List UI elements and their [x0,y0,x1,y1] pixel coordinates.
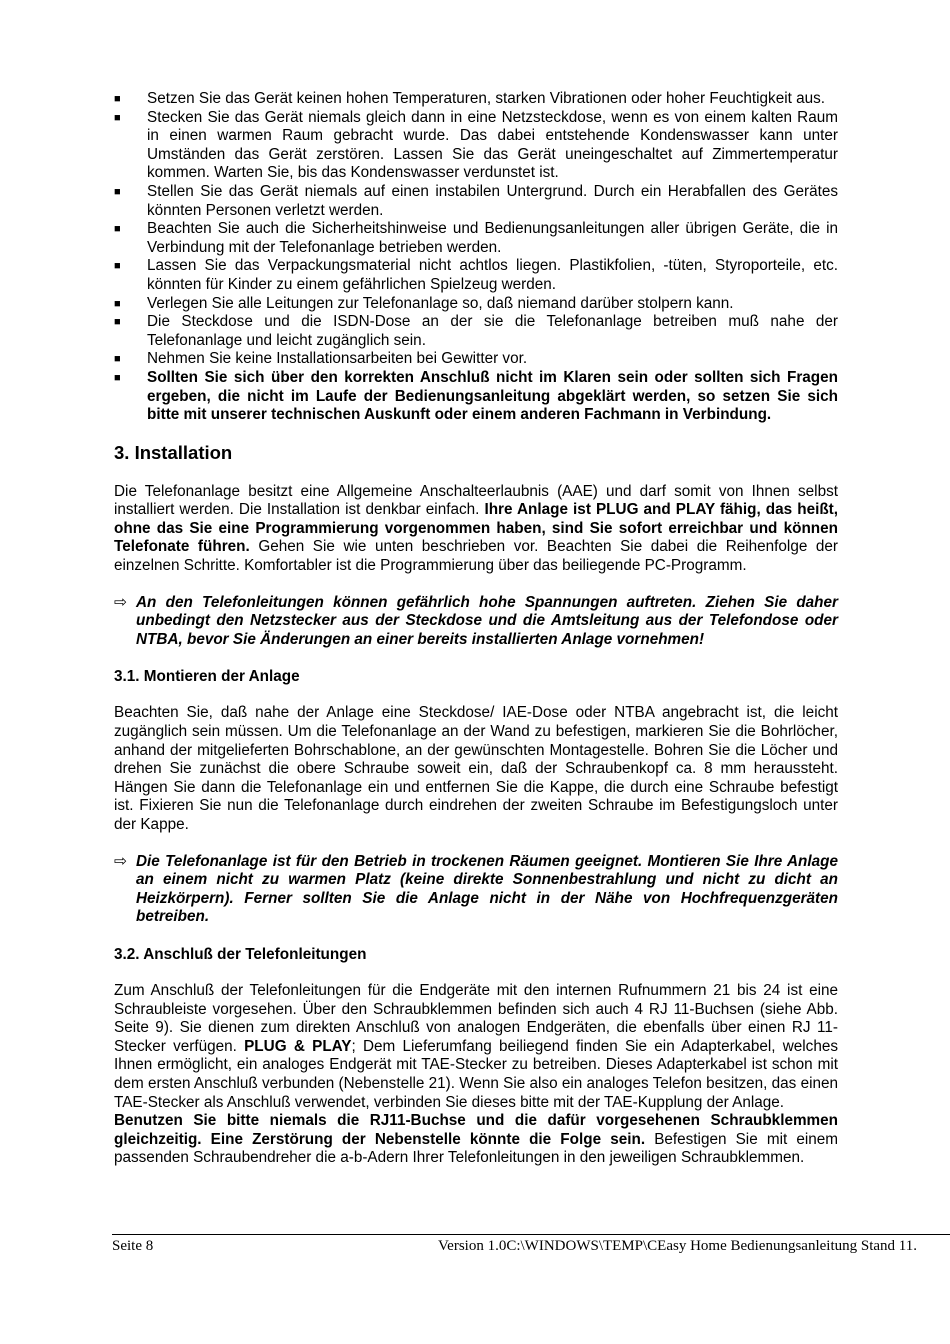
list-item [114,350,838,369]
installation-paragraph [114,483,838,576]
list-item-text: Nehmen Sie keine Installationsarbeiten bei Gewitter vor. [147,350,528,368]
paragraph-text: Befestigen Sie mit einem passenden Schraubendreher die a-b-Adern Ihrer Telefonleitungen in den jeweiligen Schraubklemmen. [114,1130,838,1167]
paragraph-bold-text: Ihre Anlage ist PLUG and PLAY fähig, das heißt, ohne das Sie eine Programmierung vorgenommen haben, sind Sie sofort erreichbar und können Telefonate führen. [114,501,839,556]
bullet-icon: ■ [114,185,121,198]
list-item [114,183,838,220]
paragraph-text: Die Telefonanlage besitzt eine Allgemeine Anschalteerlaubnis (AAE) und darf somit von Ihnen selbst installiert werden. Die Installation ist denkbar einfach. [114,482,838,519]
anschluss-warning-paragraph [114,1112,838,1168]
bullet-icon: ■ [114,353,121,366]
arrow-right-icon: ⇨ [114,593,127,611]
footer-document-info: Version 1.0C:\WINDOWS\TEMP\CEasy Home Bedienungsanleitung Stand 11. [438,1238,917,1254]
note-text: Die Telefonanlage ist für den Betrieb in trockenen Räumen geeignet. Montieren Sie Ihre Anlage an einem nicht zu warmen Platz (keine direkte Sonnenbestrahlung und nicht zu dicht an Heizkörpern). Ferner sollten Sie die Anlage nicht in der Nähe von Hochfrequenzgeräten betreiben. [136,852,838,926]
list-item [114,313,838,350]
list-item-text: Beachten Sie auch die Sicherheitshinweise und Bedienungsanleitungen aller übrigen Geräte, die in Verbindung mit der Telefonanlage betrieben werden. [147,220,838,256]
page-content [114,90,838,1168]
list-item [114,220,838,257]
paragraph-text: Gehen Sie wie unten beschrieben vor. Beachten Sie dabei die Reihenfolge der einzelnen Schritte. Komfortabler ist die Programmierung über das beiliegende PC-Programm. [114,538,839,575]
warning-note [114,594,838,650]
bullet-icon: ■ [114,316,121,329]
list-item [114,257,838,294]
section-heading-installation: 3. Installation [114,441,233,463]
bullet-icon: ■ [114,260,121,273]
list-item [114,369,838,425]
bullet-icon: ■ [114,371,121,384]
footer-divider [112,1234,950,1235]
list-item-text: Setzen Sie das Gerät keinen hohen Temperaturen, starken Vibrationen oder hoher Feuchtigkeit aus. [147,90,826,107]
list-item-text: Sollten Sie sich über den korrekten Anschluß nicht im Klaren sein oder sollten sich Fragen ergeben, die nicht im Laufe der Bedienungsanleitung abgeklärt werden, so setzen Sie sich bitte mit unserer technischen Auskunft oder einem anderen Fachmann in Verbindung. [147,368,838,424]
list-item-text: Stellen Sie das Gerät niemals auf einen instabilen Untergrund. Durch ein Herabfallen des Gerätes könnten Personen verletzt werden. [147,182,838,219]
list-item [114,90,838,109]
paragraph-text: ; Dem Lieferumfang beiliegend finden Sie ein Adapterkabel, welches Ihnen ermöglicht, ein analoges Endgerät mit TAE-Stecker zu betreiben. Dieses Adapterkabel ist schon mit dem ersten Anschluß verbunden (Nebenstelle 21). Wenn Sie also ein analoges Telefon besitzen, das einen TAE-Stecker als Anschluß verwendet, verbinden Sie dieses bitte mit der TAE-Kupplung der Anlage. [114,1037,838,1111]
list-item-text: Verlegen Sie alle Leitungen zur Telefonanlage so, daß niemand darüber stolpern kann. [147,294,734,312]
list-item [114,109,838,183]
paragraph-bold-text: PLUG & PLAY [244,1037,352,1055]
section-heading-anschluss: 3.2. Anschluß der Telefonleitungen [114,945,367,963]
list-item-text: Lassen Sie das Verpackungsmaterial nicht achtlos liegen. Plastikfolien, -tüten, Styroporteile, etc. könnten für Kinder zu einem gefährlichen Spielzeug werden. [147,257,838,293]
paragraph-text: Zum Anschluß der Telefonleitungen für die Endgeräte mit den internen Rufnummern 21 bis 24 ist eine Schraubleiste vorgesehen. Über den Schraubklemmen befinden sich auch 4 RJ 11-Buchsen (siehe Abb. Seite 9). Sie dienen zum direkten Anschluß von analogen Endgeräten, die ebenfalls über einen RJ 11-Stecker verfügen. [114,981,838,1055]
page-number: Seite 8 [112,1238,154,1254]
bullet-icon: ■ [114,223,121,236]
bullet-icon: ■ [114,93,121,105]
list-item [114,295,838,314]
safety-list [114,90,838,425]
warning-note [114,853,838,927]
list-item-text: Die Steckdose und die ISDN-Dose an der sie die Telefonanlage betreiben muß nahe der Telefonanlage und leicht zugänglich sein. [147,313,838,349]
bullet-icon: ■ [114,111,121,124]
list-item-text: Stecken Sie das Gerät niemals gleich dann in eine Netzsteckdose, wenn es von einem kalten Raum in einen warmen Raum gebracht wurde. Das dabei entstehende Kondenswasser kann unter Umständen das Gerät zerstören. Lassen Sie das Gerät uneingeschaltet auf Zimmertemperatur kommen. Warten Sie, bis das Kondenswasser verdunstet ist. [147,108,838,182]
bullet-icon: ■ [114,297,121,310]
arrow-right-icon: ⇨ [114,852,127,870]
paragraph-bold-text: Benutzen Sie bitte niemals die RJ11-Buchse und die dafür vorgesehenen Schraubklemmen gleichzeitig. Eine Zerstörung der Nebenstelle könnte die Folge sein. [114,1112,838,1148]
montieren-paragraph: Beachten Sie, daß nahe der Anlage eine Steckdose/ IAE-Dose oder NTBA angebracht ist, die leicht zugänglich sein müssen. Um die Telefonanlage an der Wand zu befestigen, markieren Sie die Bohrlöcher, anhand der mitgelieferten Bohrschablone, an der gewünschten Montagestelle. Bohren Sie die Löcher und drehen Sie zunächst die obere Schraube soweit ein, daß der Schraubenkopf ca. 8 mm heraussteht. Hängen Sie dann die Telefonanlage ein und entfernen Sie die Kappe, die durch eine Schraube befestigt ist. Fixieren Sie nun die Telefonanlage durch eindrehen der zweiten Schraube im Befestigungsloch unter der Kappe. [114,704,838,833]
section-heading-montieren: 3.1. Montieren der Anlage [114,668,300,686]
note-text: An den Telefonleitungen können gefährlich hohe Spannungen auftreten. Ziehen Sie daher unbedingt den Netzstecker aus der Steckdose und die Amtsleitung aus der Telefondose oder NTBA, bevor Sie Änderungen an einer bereits installierten Anlage vornehmen! [136,593,838,648]
anschluss-paragraph [114,982,838,1112]
